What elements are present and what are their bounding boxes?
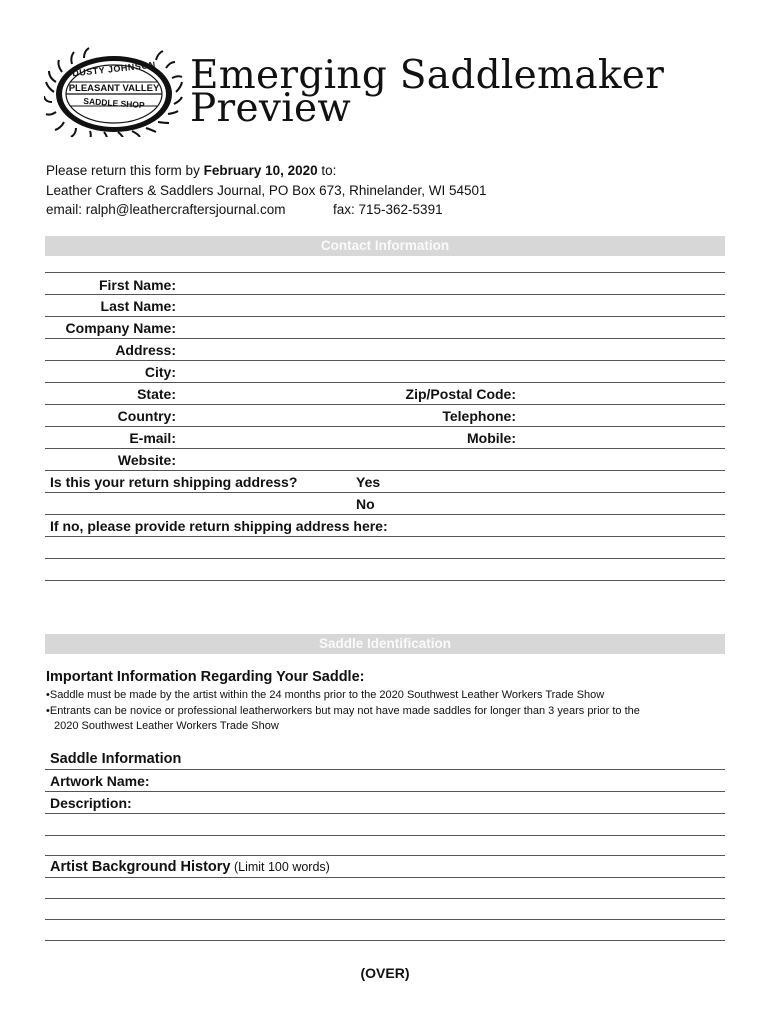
form-line xyxy=(45,855,725,856)
form-line xyxy=(45,940,725,941)
address-label: Address: xyxy=(115,342,176,358)
artist-history-title: Artist Background History xyxy=(50,859,231,875)
yes-option[interactable]: Yes xyxy=(356,474,381,490)
alternate-address-label: If no, please provide return shipping address here: xyxy=(50,518,388,534)
contact-email: email: ralph@leathercraftersjournal.com xyxy=(46,202,286,217)
form-line xyxy=(45,791,725,792)
return-instructions xyxy=(46,162,336,179)
return-prefix: Please return this form by xyxy=(46,163,204,178)
saddle-info-heading: Saddle Information xyxy=(50,751,182,767)
form-line xyxy=(45,835,725,836)
company-name-label: Company Name: xyxy=(65,320,176,336)
form-line xyxy=(45,448,725,449)
mailing-address: Leather Crafters & Saddlers Journal, PO Box 673, Rhinelander, WI 54501 xyxy=(46,183,487,198)
page-title-line2: Preview xyxy=(190,86,352,131)
state-label: State: xyxy=(137,386,176,402)
zip-label: Zip/Postal Code: xyxy=(405,386,516,402)
form-line xyxy=(45,316,725,317)
logo-text-middle: PLEASANT VALLEY xyxy=(68,83,160,94)
first-name-label: First Name: xyxy=(98,277,176,293)
form-line xyxy=(45,919,725,920)
website-label: Website: xyxy=(117,452,176,468)
form-line xyxy=(45,536,725,537)
form-line xyxy=(45,360,725,361)
return-suffix: to: xyxy=(317,163,337,178)
city-label: City: xyxy=(144,364,176,380)
form-line xyxy=(45,558,725,559)
country-label: Country: xyxy=(117,408,176,424)
saddle-rule-2-continued: 2020 Southwest Leather Workers Trade Show xyxy=(54,720,279,732)
form-line xyxy=(45,470,725,471)
form-line xyxy=(45,338,725,339)
logo-text-top: DUSTY JOHNSON xyxy=(71,59,157,79)
important-info-heading: Important Information Regarding Your Saddle: xyxy=(46,669,365,685)
artwork-name-label: Artwork Name: xyxy=(50,773,150,789)
form-line xyxy=(45,272,725,273)
contact-section-header: Contact Information xyxy=(45,236,725,256)
form-line xyxy=(45,426,725,427)
form-line xyxy=(45,294,725,295)
word-limit-note: (Limit 100 words) xyxy=(230,860,330,874)
form-line xyxy=(45,813,725,814)
no-option[interactable]: No xyxy=(356,496,375,512)
contact-fax: fax: 715-362-5391 xyxy=(333,202,443,217)
mobile-label: Mobile: xyxy=(467,430,516,446)
return-shipping-question: Is this your return shipping address? xyxy=(50,474,298,490)
form-line xyxy=(45,898,725,899)
saddle-rule-1: •Saddle must be made by the artist within the 24 months prior to the 2020 Southwest Leather Workers Trade Show xyxy=(46,689,605,701)
form-line xyxy=(45,404,725,405)
last-name-label: Last Name: xyxy=(100,298,176,314)
form-line xyxy=(45,580,725,581)
logo-text-bottom: SADDLE SHOP xyxy=(83,95,145,111)
return-date: February 10, 2020 xyxy=(203,163,318,178)
shop-logo xyxy=(44,42,184,137)
form-line xyxy=(45,877,725,878)
page-title-line1: Emerging Saddlemaker xyxy=(190,53,665,98)
form-line xyxy=(45,769,725,770)
artist-history-label xyxy=(50,859,330,875)
form-line xyxy=(45,382,725,383)
saddle-section-header: Saddle Identification xyxy=(45,634,725,654)
form-line xyxy=(45,492,725,493)
form-line xyxy=(45,514,725,515)
email-label: E-mail: xyxy=(129,430,176,446)
saddle-rule-2: •Entrants can be novice or professional leatherworkers but may not have made saddles for longer than 3 years prior to the xyxy=(46,705,640,717)
description-label: Description: xyxy=(50,795,132,811)
telephone-label: Telephone: xyxy=(442,408,516,424)
over-note: (OVER) xyxy=(360,965,410,981)
